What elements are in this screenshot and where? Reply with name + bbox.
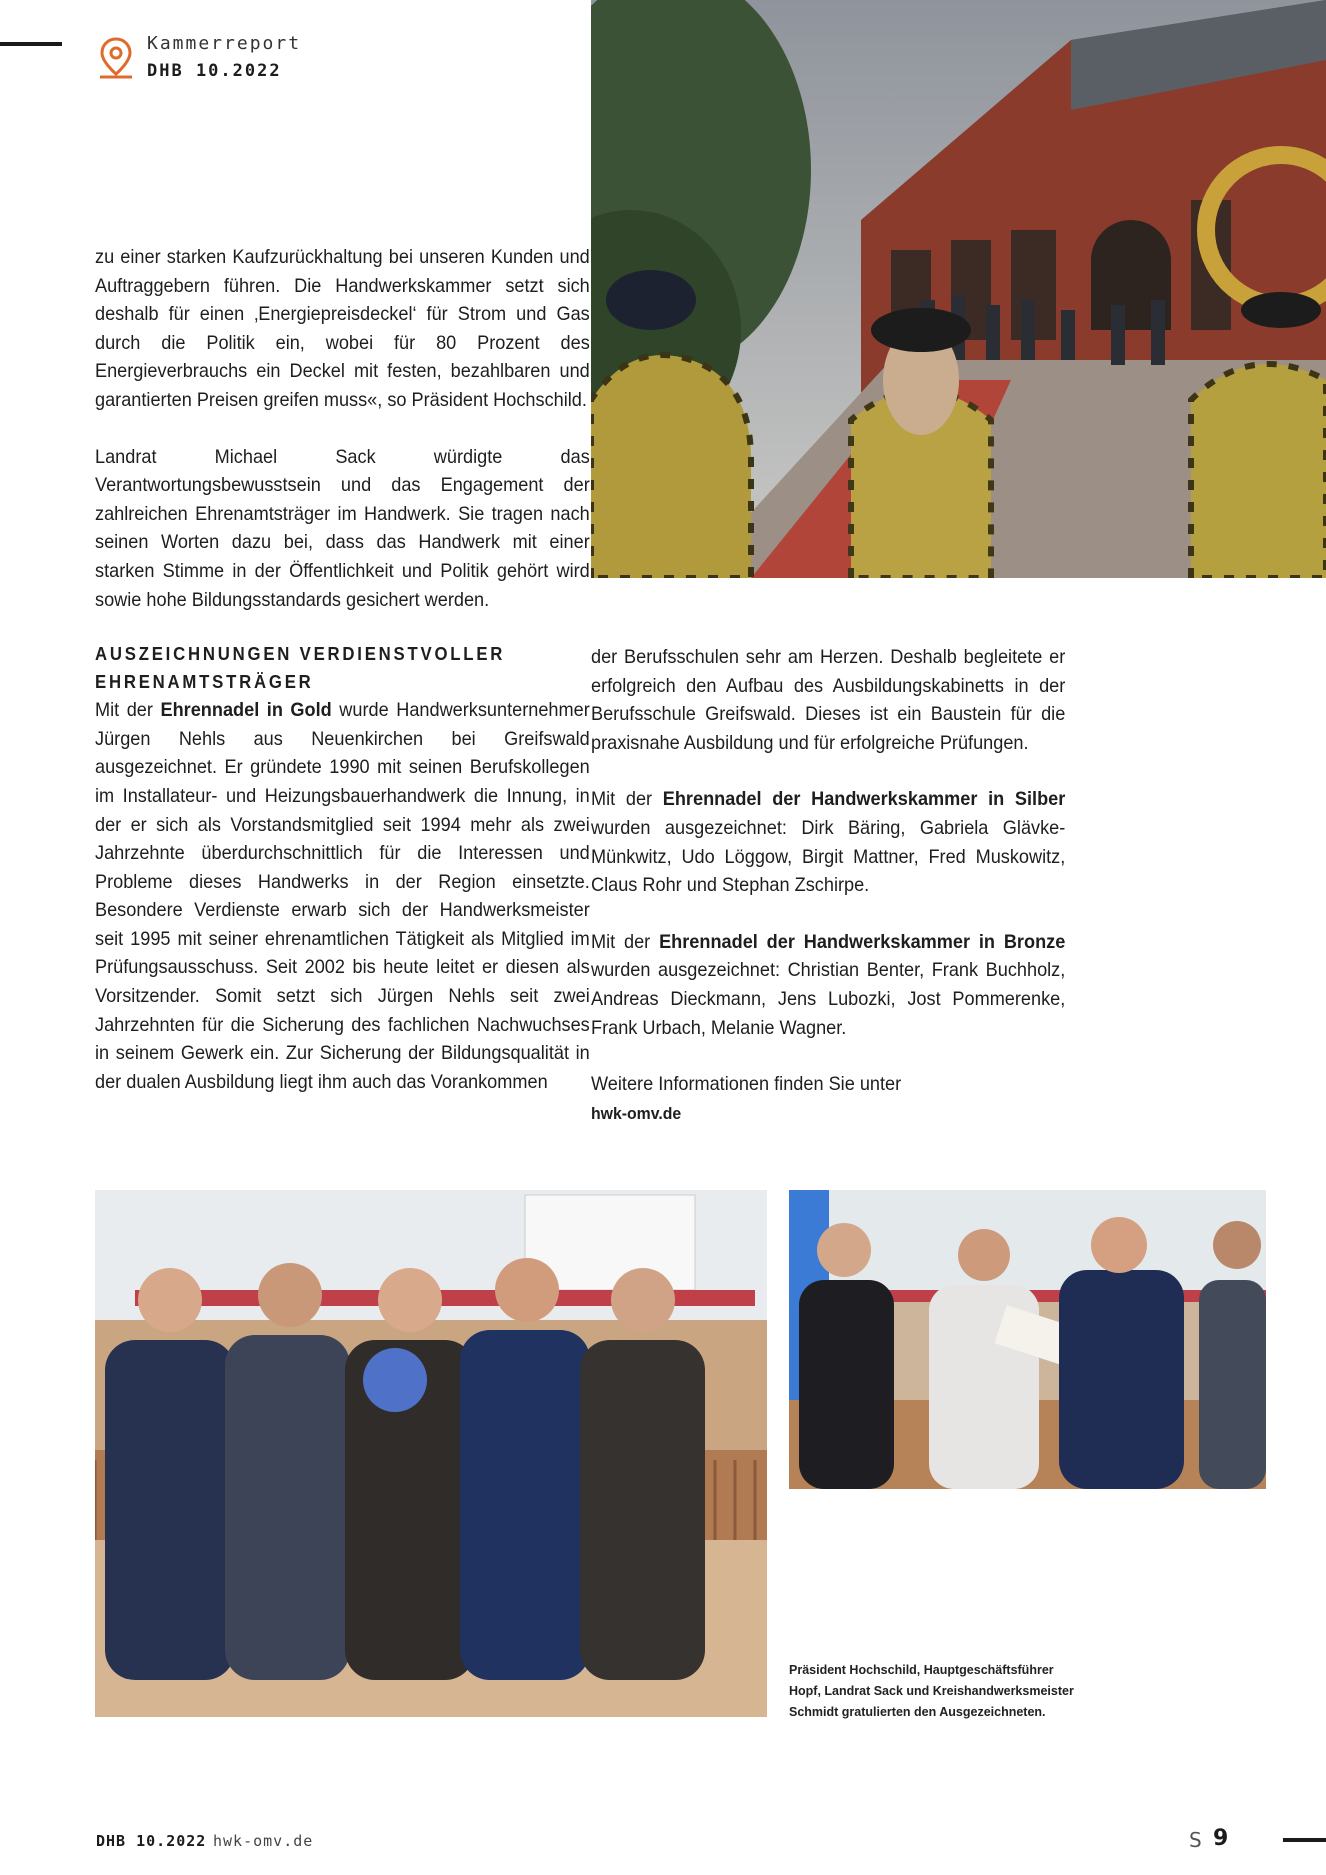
photo-certificate-handover — [789, 1190, 1266, 1489]
section-heading — [95, 640, 590, 696]
award-silver: Ehrennadel der Handwerkskammer in Silber — [662, 788, 1066, 811]
header-rule-left — [0, 42, 62, 46]
paragraph-lead: Mit der — [591, 788, 663, 811]
paragraph-lead: Mit der — [95, 699, 161, 722]
paragraph-rest: wurden ausgezeichnet: Christian Benter, Frank Buchholz, Andreas Dieckmann, Jens Lubozki, Jost Pommerenke, Frank Urbach, Melanie Wagner. — [591, 959, 1066, 1039]
award-bronze: Ehrennadel der Handwerkskammer in Bronze — [659, 930, 1066, 953]
paragraph-rest: wurden ausgezeichnet: Dirk Bäring, Gabriela Glävke-Münkwitz, Udo Löggow, Birgit Mattner, Fred Muskowitz, Claus Rohr und Stephan Zschirpe. — [591, 816, 1066, 897]
footer-issue: DHB 10.2022 — [96, 1832, 207, 1850]
paragraph: zu einer starken Kaufzurückhaltung bei unseren Kunden und Auftraggebern führen. Die Handwerkskammer setzt sich deshalb für einen ‚Energiepreisdeckel‘ für Strom und Gas durch die Politik ein, wobei für 80 Prozent des Energieverbrauchs ein Deckel mit festen, bezahlbaren und garantierten Preisen greifen muss«, so Präsident Hochschild. — [95, 246, 590, 411]
section-heading-line: AUSZEICHNUNGEN VERDIENSTVOLLER — [95, 644, 506, 665]
paragraph — [95, 696, 590, 1096]
website-link[interactable]: hwk-omv.de — [591, 1103, 682, 1123]
footer-url[interactable]: hwk-omv.de — [213, 1832, 314, 1850]
paragraph-rest: wurde Handwerksunternehmer Jürgen Nehls aus Neuenkirchen bei Greifswald ausgezeichnet. Er gründete 1990 mit seinen Berufskollegen im Installateur- und Heizungsbauerhandwerk die Innung, in der er sich als Vorstandsmitglied seit 1994 mehr als zwei Jahrzehnte überdurchschnittlich für die Interessen und Probleme dieses Handwerks in der Region einsetzte. Besondere Verdienste erwarb sich der Handwerksmeister seit 1995 mit seiner ehrenamtlichen Tätigkeit als Mitglied im Prüfungsausschuss. Seit 2002 bis heute leitet er diesen als Vorsitzender. Somit setzt sich Jürgen Nehls seit zwei Jahrzehnten für die Sicherung des fachlichen Nachwuchses in seinem Gewerk ein. Zur Sicherung der Bildungsqualität in der dualen Ausbildung liegt ihm auch das Vorankommen — [95, 699, 590, 1093]
photo-caption: Präsident Hochschild, Hauptgeschäftsführer Hopf, Landrat Sack und Kreishandwerksmeister Schmidt gratulierten den Ausgezeichneten. — [789, 1663, 1074, 1719]
paragraph — [591, 928, 1065, 1042]
paragraph: Landrat Michael Sack würdigte das Verantwortungsbewusstsein und das Engagement der zahlreichen Ehrenamtsträger im Handwerk. Sie tragen nach seinen Worten dazu bei, dass das Handwerk mit einer starken Stimme in der Öffentlichkeit und Politik gehört wird sowie hohe Bildungsstandards gesichert werden. — [95, 445, 590, 611]
page-number: 9 — [1213, 1826, 1229, 1851]
more-info-text: Weitere Informationen finden Sie unter — [591, 1073, 902, 1096]
paragraph — [591, 785, 1065, 899]
award-gold: Ehrennadel in Gold — [160, 699, 332, 722]
section-heading-line: EHRENAMTSTRÄGER — [95, 672, 314, 693]
section-title: Kammerreport — [147, 33, 302, 54]
photo-group-award — [95, 1190, 767, 1717]
paragraph: der Berufsschulen sehr am Herzen. Deshalb begleitete er erfolgreich den Aufbau des Ausbildungskabinetts in der Berufsschule Greifswald. Dieses ist ein Baustein für die praxisnahe Ausbildung und für erfolgreiche Prüfungen. — [591, 646, 1066, 754]
paragraph-lead: Mit der — [591, 930, 660, 953]
right-column-text — [591, 643, 1065, 1128]
page-prefix: S — [1189, 1828, 1202, 1852]
left-column-text — [95, 243, 590, 1124]
location-pin-icon — [96, 36, 136, 80]
issue-label: DHB 10.2022 — [147, 61, 282, 81]
footer-rule-right — [1283, 1838, 1326, 1842]
photo-courtyard-musicians — [591, 0, 1326, 578]
paragraph — [591, 1070, 1065, 1128]
